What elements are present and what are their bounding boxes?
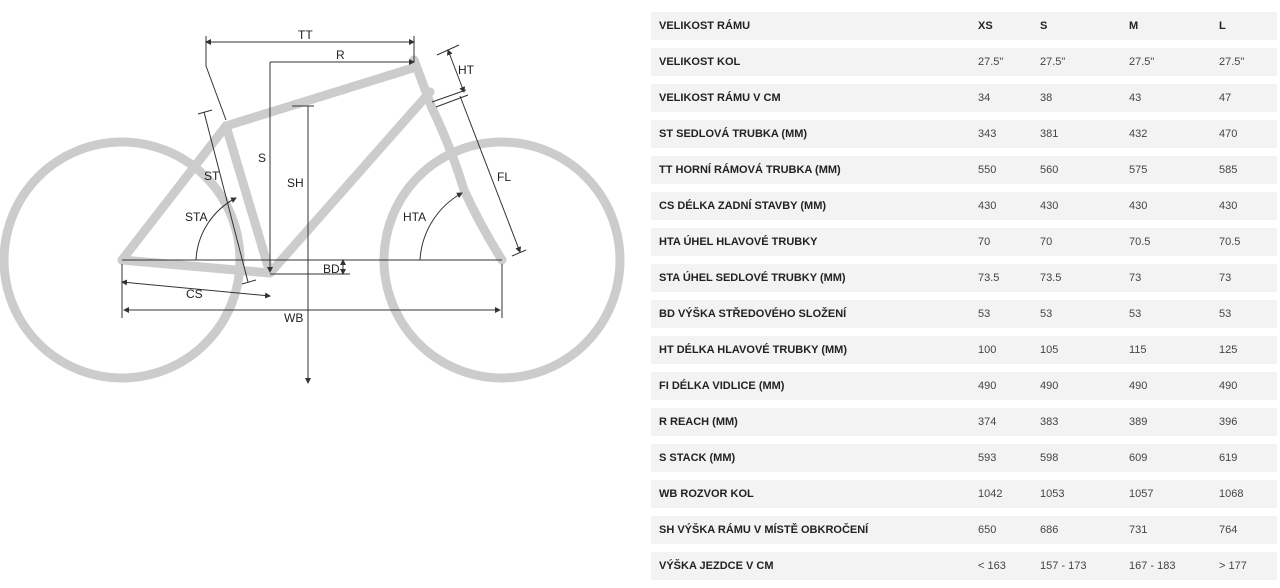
row-value: 27.5"	[1040, 56, 1066, 68]
row-value: 430	[978, 200, 997, 212]
row-label: WB ROZVOR KOL	[659, 488, 754, 500]
row-value: 430	[1219, 200, 1238, 212]
row-value: 731	[1129, 524, 1148, 536]
row-value: 490	[1219, 380, 1238, 392]
row-value: > 177	[1219, 560, 1247, 572]
table-row	[651, 372, 1277, 400]
row-value: 27.5"	[978, 56, 1004, 68]
row-value: 34	[978, 92, 991, 104]
table-row	[651, 48, 1277, 76]
table-row	[651, 408, 1277, 436]
table-body	[651, 48, 1277, 580]
row-value: 430	[1040, 200, 1059, 212]
row-value: 560	[1040, 164, 1059, 176]
row-value: 1057	[1129, 488, 1154, 500]
row-label: FI DÉLKA VIDLICE (MM)	[659, 380, 785, 392]
label-wb: WB	[284, 311, 304, 325]
row-value: 432	[1129, 128, 1148, 140]
row-value: 593	[978, 452, 997, 464]
row-value: 73.5	[978, 272, 1000, 284]
header-size-m: M	[1129, 20, 1139, 32]
row-label: S STACK (MM)	[659, 452, 736, 464]
geometry-table	[651, 12, 1277, 588]
row-value: 70.5	[1219, 236, 1241, 248]
row-value: 53	[1129, 308, 1142, 320]
row-value: 70.5	[1129, 236, 1151, 248]
label-r: R	[336, 48, 345, 62]
row-value: 115	[1129, 344, 1147, 356]
row-value: 70	[978, 236, 991, 248]
label-tt: TT	[298, 28, 313, 42]
header-size-s: S	[1040, 20, 1048, 32]
row-value: 575	[1129, 164, 1148, 176]
label-bd: BD	[323, 262, 340, 276]
row-value: 1068	[1219, 488, 1244, 500]
row-value: 650	[978, 524, 997, 536]
row-value: 38	[1040, 92, 1053, 104]
row-label: VELIKOST KOL	[659, 56, 741, 68]
row-value: 619	[1219, 452, 1238, 464]
table-row	[651, 264, 1277, 292]
row-label: VÝŠKA JEZDCE V CM	[659, 560, 774, 572]
row-value: 73.5	[1040, 272, 1062, 284]
table-row	[651, 480, 1277, 508]
row-value: 430	[1129, 200, 1148, 212]
table-row	[651, 516, 1277, 544]
bike-frame	[122, 60, 502, 273]
row-value: 764	[1219, 524, 1238, 536]
row-value: 490	[978, 380, 997, 392]
row-value: 27.5"	[1129, 56, 1155, 68]
row-label: HT DÉLKA HLAVOVÉ TRUBKY (MM)	[659, 344, 848, 356]
table-row	[651, 444, 1277, 472]
label-ht: HT	[458, 63, 474, 77]
row-label: SH VÝŠKA RÁMU V MÍSTĚ OBKROČENÍ	[659, 524, 869, 536]
row-value: 73	[1219, 272, 1232, 284]
label-sta: STA	[185, 210, 208, 224]
table-header-row	[651, 12, 1277, 40]
row-value: 389	[1129, 416, 1148, 428]
row-value: 686	[1040, 524, 1059, 536]
table-row	[651, 192, 1277, 220]
table-row	[651, 156, 1277, 184]
row-value: 105	[1040, 344, 1059, 356]
row-value: 381	[1040, 128, 1059, 140]
row-value: 609	[1129, 452, 1148, 464]
row-label: TT HORNÍ RÁMOVÁ TRUBKA (MM)	[659, 164, 841, 176]
label-sh: SH	[287, 176, 304, 190]
header-size-l: L	[1219, 20, 1226, 32]
table-row	[651, 336, 1277, 364]
row-value: 157 - 173	[1040, 560, 1087, 572]
header-label: VELIKOST RÁMU	[659, 20, 751, 32]
row-value: 343	[978, 128, 997, 140]
row-value: 53	[978, 308, 991, 320]
row-value: 27.5"	[1219, 56, 1245, 68]
row-value: 374	[978, 416, 997, 428]
row-label: STA ÚHEL SEDLOVÉ TRUBKY (MM)	[659, 272, 846, 284]
row-label: BD VÝŠKA STŘEDOVÉHO SLOŽENÍ	[659, 308, 847, 320]
row-label: VELIKOST RÁMU V CM	[659, 92, 781, 104]
row-value: 125	[1219, 344, 1238, 356]
row-value: 47	[1219, 92, 1232, 104]
header-size-xs: XS	[978, 20, 993, 32]
row-value: 43	[1129, 92, 1142, 104]
row-value: 585	[1219, 164, 1238, 176]
table-row	[651, 300, 1277, 328]
row-label: R REACH (MM)	[659, 416, 738, 428]
label-fl: FL	[497, 170, 512, 184]
row-value: 383	[1040, 416, 1059, 428]
label-cs: CS	[186, 287, 203, 301]
bike-geometry-diagram	[0, 0, 640, 582]
label-hta: HTA	[403, 210, 427, 224]
table-row	[651, 228, 1277, 256]
row-value: 73	[1129, 272, 1142, 284]
row-value: 53	[1040, 308, 1053, 320]
row-value: 470	[1219, 128, 1238, 140]
row-value: 1042	[978, 488, 1003, 500]
row-value: 100	[978, 344, 997, 356]
table-row	[651, 84, 1277, 112]
label-st: ST	[204, 169, 220, 183]
row-label: CS DÉLKA ZADNÍ STAVBY (MM)	[659, 200, 827, 212]
table-row	[651, 552, 1277, 580]
row-value: 396	[1219, 416, 1238, 428]
row-value: < 163	[978, 560, 1006, 572]
row-label: HTA ÚHEL HLAVOVÉ TRUBKY	[659, 236, 818, 248]
row-value: 490	[1040, 380, 1059, 392]
row-value: 70	[1040, 236, 1053, 248]
label-s: S	[258, 151, 267, 165]
row-value: 598	[1040, 452, 1059, 464]
row-value: 167 - 183	[1129, 560, 1176, 572]
table-row	[651, 120, 1277, 148]
row-value: 53	[1219, 308, 1232, 320]
row-value: 1053	[1040, 488, 1065, 500]
row-value: 490	[1129, 380, 1148, 392]
row-value: 550	[978, 164, 997, 176]
row-label: ST SEDLOVÁ TRUBKA (MM)	[659, 128, 808, 140]
